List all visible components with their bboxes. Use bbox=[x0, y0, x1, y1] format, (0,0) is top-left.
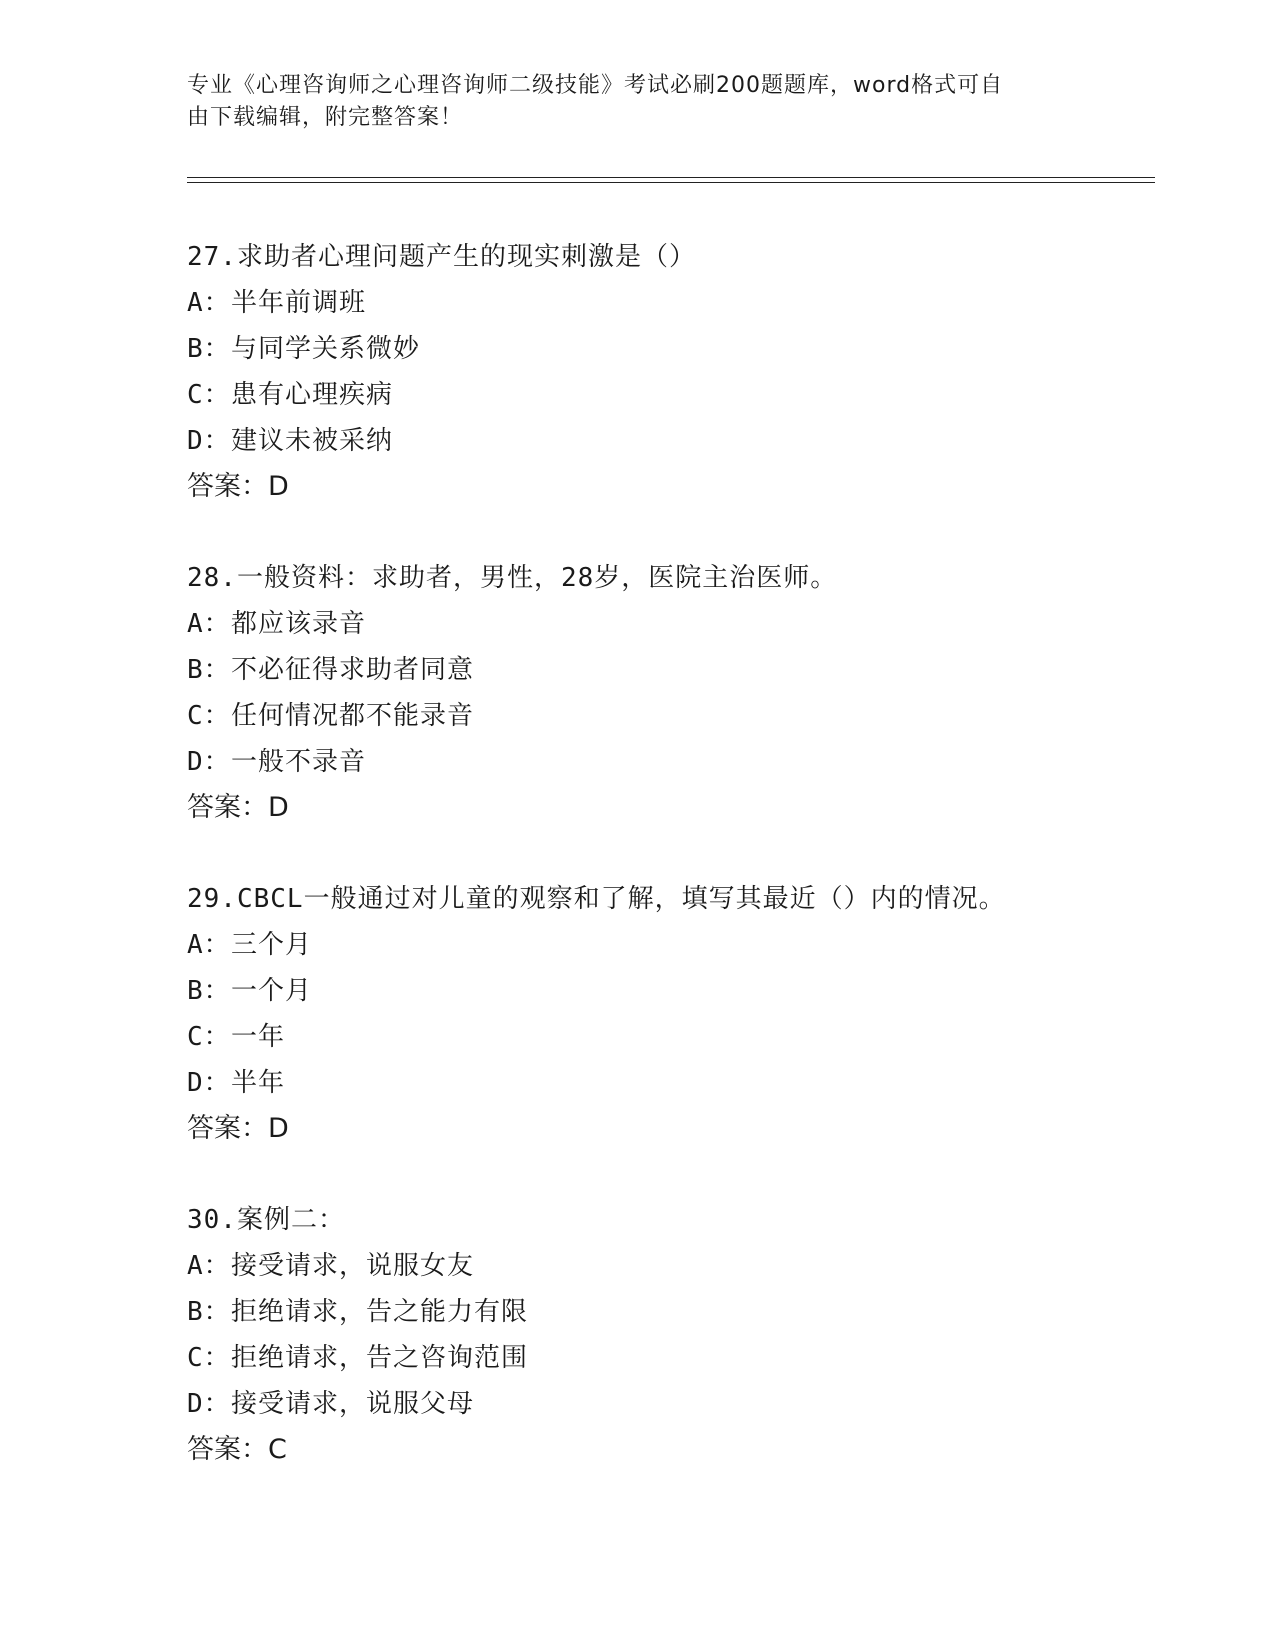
answer-line: 答案：D bbox=[187, 1113, 289, 1144]
option-key: C： bbox=[187, 1343, 231, 1373]
option-text: 都应该录音 bbox=[231, 609, 367, 639]
document-header bbox=[187, 70, 1067, 134]
option-key: A： bbox=[187, 609, 231, 639]
option-text: 一年 bbox=[231, 1022, 286, 1052]
option-c bbox=[187, 372, 1167, 418]
option-text: 任何情况都不能录音 bbox=[231, 701, 475, 731]
option-key: A： bbox=[187, 930, 231, 960]
option-text: 一个月 bbox=[231, 976, 313, 1006]
option-b bbox=[187, 1289, 1167, 1335]
option-text: 接受请求，说服女友 bbox=[231, 1251, 475, 1281]
answer-line: 答案：D bbox=[187, 471, 289, 502]
option-text: 与同学关系微妙 bbox=[231, 334, 421, 364]
option-key: B： bbox=[187, 1297, 231, 1327]
option-key: B： bbox=[187, 655, 231, 685]
option-a bbox=[187, 280, 1167, 326]
question-27 bbox=[187, 234, 1167, 510]
question-stem: 30.案例二： bbox=[187, 1205, 345, 1235]
option-text: 三个月 bbox=[231, 930, 313, 960]
option-key: B： bbox=[187, 976, 231, 1006]
header-divider-top bbox=[187, 177, 1155, 178]
question-stem: 28.一般资料：求助者，男性，28岁，医院主治医师。 bbox=[187, 563, 838, 593]
option-c bbox=[187, 1335, 1167, 1381]
option-text: 半年前调班 bbox=[231, 288, 367, 318]
option-key: C： bbox=[187, 380, 231, 410]
option-key: D： bbox=[187, 426, 231, 456]
option-a bbox=[187, 601, 1167, 647]
option-text: 半年 bbox=[231, 1068, 286, 1098]
option-key: C： bbox=[187, 701, 231, 731]
option-d bbox=[187, 1381, 1167, 1427]
option-c bbox=[187, 693, 1167, 739]
question-30 bbox=[187, 1197, 1167, 1473]
option-key: D： bbox=[187, 747, 231, 777]
answer-line: 答案：D bbox=[187, 792, 289, 823]
option-a bbox=[187, 1243, 1167, 1289]
option-d bbox=[187, 418, 1167, 464]
option-key: D： bbox=[187, 1389, 231, 1419]
option-text: 一般不录音 bbox=[231, 747, 367, 777]
option-d bbox=[187, 739, 1167, 785]
question-stem: 29.CBCL一般通过对儿童的观察和了解，填写其最近（）内的情况。 bbox=[187, 884, 1006, 914]
option-text: 患有心理疾病 bbox=[231, 380, 394, 410]
option-b bbox=[187, 647, 1167, 693]
option-b bbox=[187, 968, 1167, 1014]
option-key: D： bbox=[187, 1068, 231, 1098]
option-text: 拒绝请求，告之咨询范围 bbox=[231, 1343, 529, 1373]
option-key: A： bbox=[187, 1251, 231, 1281]
question-stem: 27.求助者心理问题产生的现实刺激是（） bbox=[187, 242, 696, 272]
option-key: C： bbox=[187, 1022, 231, 1052]
option-a bbox=[187, 922, 1167, 968]
header-line-2: 由下载编辑，附完整答案！ bbox=[187, 105, 464, 130]
question-28 bbox=[187, 555, 1167, 831]
option-b bbox=[187, 326, 1167, 372]
option-key: B： bbox=[187, 334, 231, 364]
answer-line: 答案：C bbox=[187, 1434, 287, 1465]
header-line-1: 专业《心理咨询师之心理咨询师二级技能》考试必刷200题题库，word格式可自 bbox=[187, 73, 1004, 98]
option-d bbox=[187, 1060, 1167, 1106]
option-text: 不必征得求助者同意 bbox=[231, 655, 475, 685]
option-key: A： bbox=[187, 288, 231, 318]
option-text: 拒绝请求，告之能力有限 bbox=[231, 1297, 529, 1327]
option-text: 接受请求，说服父母 bbox=[231, 1389, 475, 1419]
header-divider-bottom bbox=[187, 182, 1155, 183]
option-c bbox=[187, 1014, 1167, 1060]
question-29 bbox=[187, 876, 1167, 1152]
option-text: 建议未被采纳 bbox=[231, 426, 394, 456]
